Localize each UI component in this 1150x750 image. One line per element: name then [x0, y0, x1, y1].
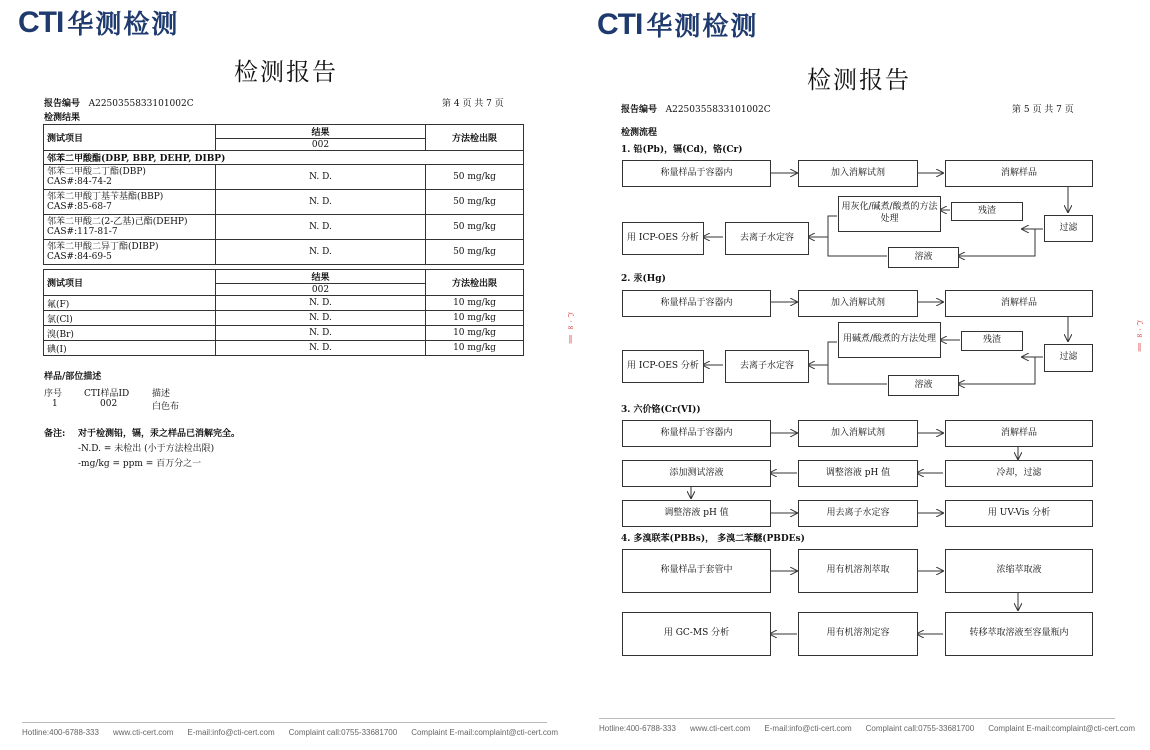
- footer: Hotline:400-6788-333 www.cti-cert.com E-mail:info@cti-cert.com Complaint call:0755-33681700 Complaint E-mail:complaint@cti-cert.com: [599, 718, 1115, 733]
- sample-col-desc: 描述: [152, 389, 171, 399]
- group-row: 邻苯二甲酸酯(DBP, BBP, DEHP, DIBP): [44, 151, 524, 165]
- table-row: 邻苯二甲酸丁基苄基酯(BBP) CAS#:85-68-7 N. D. 50 mg/kg: [44, 190, 524, 215]
- col-sample-id: 002: [216, 139, 426, 151]
- flow-step-adjust-ph: 调整溶液 pH 值: [798, 460, 918, 487]
- flow-step-icp-analysis: 用 ICP-OES 分析: [622, 350, 704, 383]
- flow-step-digest: 消解样品: [945, 420, 1093, 447]
- table-row: 氟(F) N. D. 10 mg/kg: [44, 296, 524, 311]
- flow-step-dilute: 去离子水定容: [725, 350, 809, 383]
- flow-step-digest: 消解样品: [945, 160, 1093, 187]
- cti-logo: CTI 华测检测: [597, 7, 759, 41]
- sample-col-id: CTI样品ID: [84, 389, 130, 399]
- flow-section-3-title: 3. 六价铬(Cr(VI)): [621, 405, 701, 415]
- flow-step-dilute: 去离子水定容: [725, 222, 809, 255]
- flow-step-dilute: 用有机溶剂定容: [798, 612, 918, 656]
- remarks-line-1: 对于检测铅，镉，汞之样品已消解完全。: [78, 429, 241, 439]
- flow-step-solution: 溶液: [888, 375, 959, 396]
- flow-step-filter: 过滤: [1044, 215, 1093, 242]
- flow-step-weigh: 称量样品于容器内: [622, 290, 771, 317]
- flow-section-2-title: 2. 汞(Hg): [621, 274, 666, 284]
- report-number: 报告编号 A2250355833101002C: [44, 99, 194, 109]
- seal-edge-mark: ℒ ·∞ ‖: [1135, 320, 1144, 352]
- flow-step-transfer: 转移萃取溶液至容量瓶内: [945, 612, 1093, 656]
- page-title: 检测报告: [807, 66, 911, 94]
- flow-step-weigh: 称量样品于容器内: [622, 160, 771, 187]
- flow-step-uv-vis-analysis: 用 UV-Vis 分析: [945, 500, 1093, 527]
- results-heading: 检测结果: [44, 113, 81, 123]
- table-row: 邻苯二甲酸二(2-乙基)己酯(DEHP) CAS#:117-81-7 N. D. 50 mg/kg: [44, 215, 524, 240]
- phthalate-table: [43, 124, 524, 265]
- sample-description: 白色布: [152, 402, 180, 412]
- sample-desc-heading: 样品/部位描述: [44, 372, 102, 382]
- sample-no: 1: [52, 399, 58, 409]
- report-number: 报告编号 A2250355833101002C: [621, 105, 771, 115]
- table-row: 邻苯二甲酸二丁酯(DBP) CAS#:84-74-2 N. D. 50 mg/kg: [44, 165, 524, 190]
- flow-step-weigh-thimble: 称量样品于套管中: [622, 549, 771, 593]
- table-row: 邻苯二甲酸二异丁酯(DIBP) CAS#:84-69-5 N. D. 50 mg/kg: [44, 240, 524, 265]
- remarks-label: 备注:: [44, 429, 66, 439]
- page-info: 第 5 页 共 7 页: [1012, 105, 1074, 115]
- flow-step-add-reagent: 加入消解试剂: [798, 160, 918, 187]
- col-test-item: 测试项目: [44, 125, 216, 151]
- flow-step-concentrate: 浓缩萃取液: [945, 549, 1093, 593]
- flow-step-dilute: 用去离子水定容: [798, 500, 918, 527]
- page-info: 第 4 页 共 7 页: [442, 99, 504, 109]
- flow-step-add-test-solution: 添加测试溶液: [622, 460, 771, 487]
- flow-step-icp-analysis: 用 ICP-OES 分析: [622, 222, 704, 255]
- col-sample-id: 002: [216, 284, 426, 296]
- flow-step-treatment: 用灰化/碱煮/酸煮的方法处理: [838, 196, 941, 232]
- flow-step-residue: 残渣: [961, 331, 1023, 351]
- flow-step-gcms-analysis: 用 GC-MS 分析: [622, 612, 771, 656]
- flow-step-digest: 消解样品: [945, 290, 1093, 317]
- table-row: 氯(Cl) N. D. 10 mg/kg: [44, 311, 524, 326]
- flow-step-cool-filter: 冷却，过滤: [945, 460, 1093, 487]
- halogen-table: [43, 269, 524, 356]
- flow-step-solution: 溶液: [888, 247, 959, 268]
- flow-section-1-title: 1. 铅(Pb)，镉(Cd)，铬(Cr): [621, 145, 743, 155]
- flow-section-4-title: 4. 多溴联苯(PBBs)， 多溴二苯醚(PBDEs): [621, 534, 805, 544]
- sample-id: 002: [100, 399, 118, 409]
- sample-col-no: 序号: [44, 389, 63, 399]
- page-title: 检测报告: [234, 58, 338, 86]
- cti-logo: CTI 华测检测: [18, 5, 180, 39]
- col-test-item: 测试项目: [44, 270, 216, 296]
- table-row: 溴(Br) N. D. 10 mg/kg: [44, 326, 524, 341]
- col-mdl: 方法检出限: [426, 270, 524, 296]
- flow-step-add-reagent: 加入消解试剂: [798, 290, 918, 317]
- flow-step-residue: 残渣: [951, 202, 1023, 221]
- remarks-line-2: -N.D. = 未检出 (小于方法检出限): [78, 444, 215, 454]
- flow-step-filter: 过滤: [1044, 344, 1093, 372]
- flow-step-add-reagent: 加入消解试剂: [798, 420, 918, 447]
- table-row: 碘(I) N. D. 10 mg/kg: [44, 341, 524, 356]
- col-mdl: 方法检出限: [426, 125, 524, 151]
- seal-edge-mark: ℒ ·∞ ‖: [566, 312, 575, 344]
- flow-heading: 检测流程: [621, 128, 658, 138]
- report-page-5: [575, 0, 1150, 750]
- col-result: 结果: [216, 125, 426, 139]
- remarks-line-3: -mg/kg = ppm = 百万分之一: [78, 459, 202, 469]
- flow-step-extract: 用有机溶剂萃取: [798, 549, 918, 593]
- flow-step-adjust-ph-2: 调整溶液 pH 值: [622, 500, 771, 527]
- flow-step-weigh: 称量样品于容器内: [622, 420, 771, 447]
- flow-step-treatment: 用碱煮/酸煮的方法处理: [838, 322, 941, 358]
- footer: Hotline:400-6788-333 www.cti-cert.com E-mail:info@cti-cert.com Complaint call:0755-33681700 Complaint E-mail:complaint@cti-cert.com: [22, 722, 547, 737]
- col-result: 结果: [216, 270, 426, 284]
